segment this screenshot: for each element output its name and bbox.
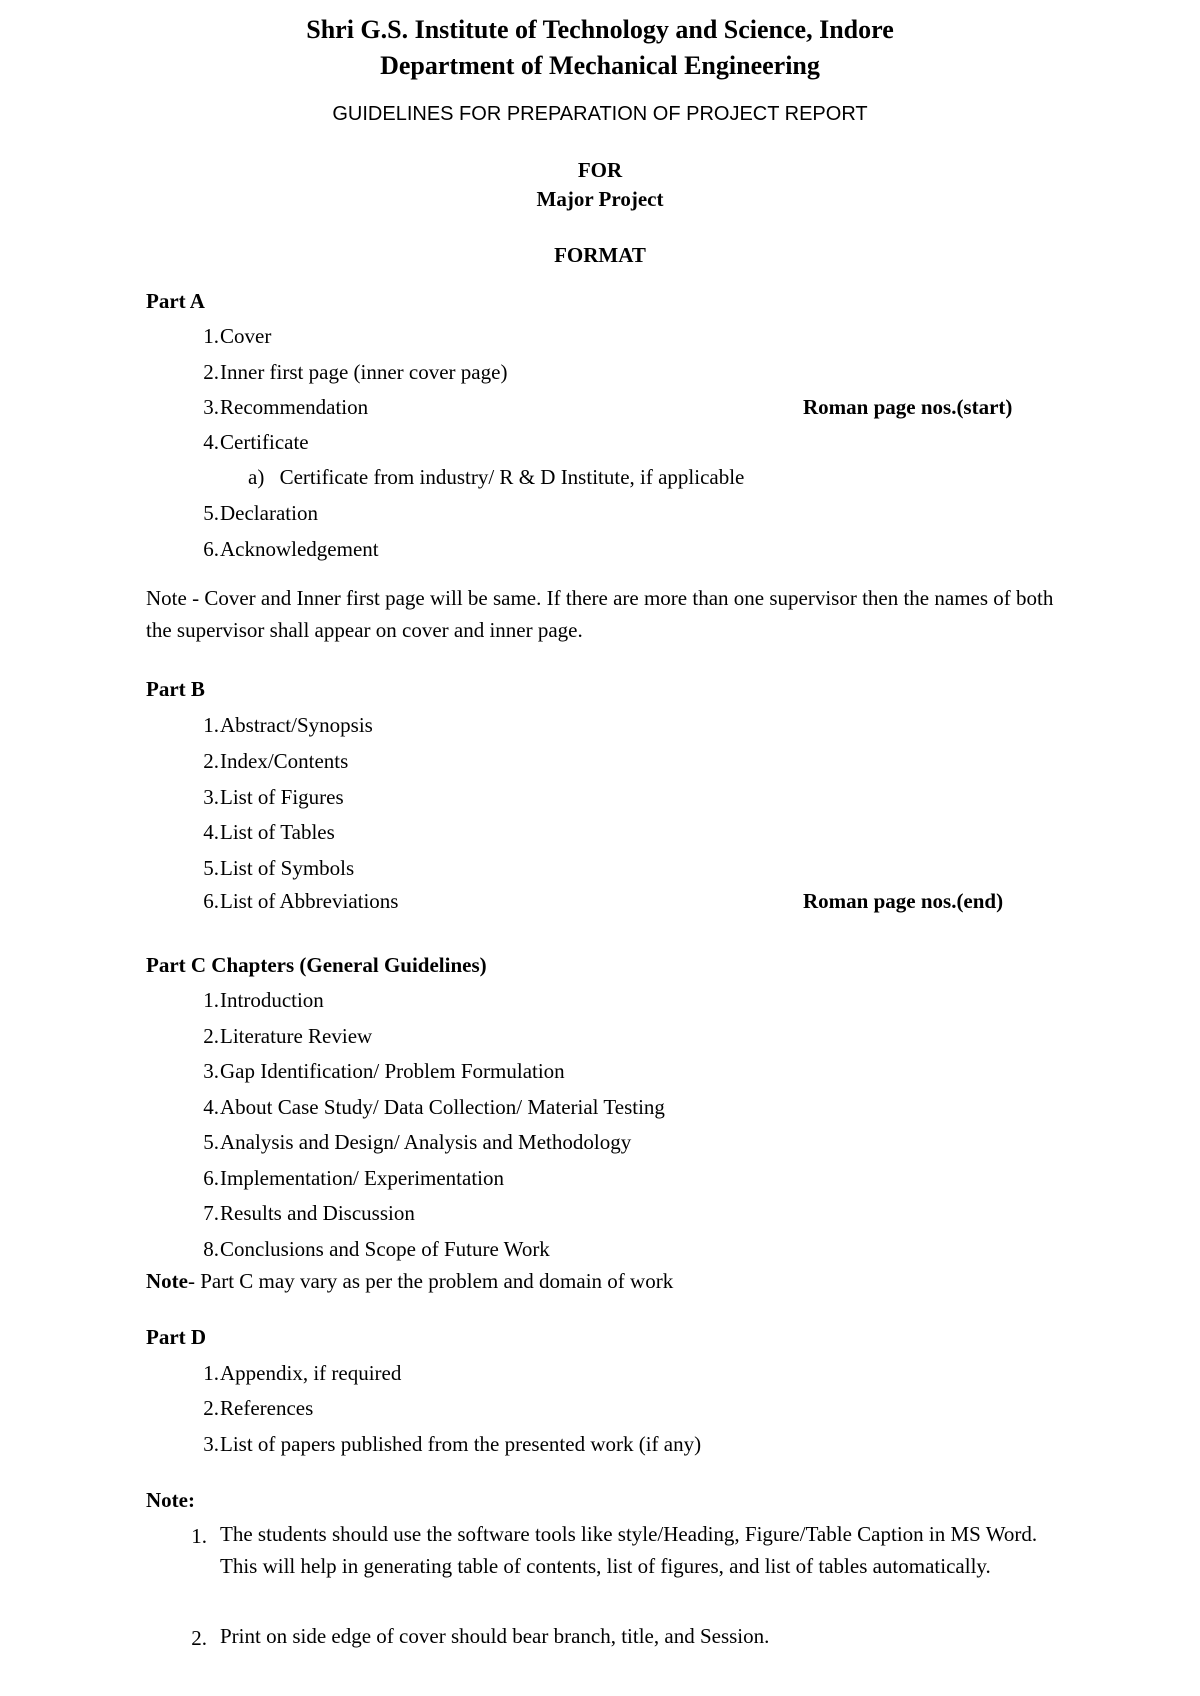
list-item — [175, 1201, 415, 1226]
format-label: FORMAT — [554, 243, 646, 267]
item-number: 3. — [203, 785, 219, 809]
list-item — [175, 1166, 505, 1191]
item-number: 1. — [203, 713, 219, 737]
part-c-heading: Part C Chapters (General Guidelines) — [146, 953, 487, 977]
note-text: Print on side edge of cover should bear branch, title, and Session. — [220, 1624, 770, 1648]
item-number: 3. — [203, 395, 219, 419]
item-number: 8. — [203, 1237, 219, 1261]
item-number: 2. — [203, 1396, 219, 1420]
item-number: 3. — [203, 1059, 219, 1083]
list-item — [175, 713, 373, 738]
item-number: 4. — [203, 430, 219, 454]
part-c-note-label: Note — [146, 1269, 188, 1293]
list-item — [175, 1237, 550, 1262]
item-text: Recommendation — [220, 395, 369, 419]
item-text: List of Tables — [220, 820, 335, 844]
department-name: Department of Mechanical Engineering — [380, 51, 820, 80]
item-number: 1. — [203, 1361, 219, 1385]
part-c-note — [146, 1269, 673, 1294]
item-number: 7. — [203, 1201, 219, 1225]
list-item — [175, 395, 369, 420]
list-item — [175, 324, 272, 349]
sub-item-text: Certificate from industry/ R & D Institute, if applicable — [279, 465, 745, 489]
note-text: The students should use the software tools like style/Heading, Figure/Table Caption in MS Word. This will help in generating table of contents, list of figures, and list of tables automatically. — [220, 1522, 1038, 1578]
item-text: Inner first page (inner cover page) — [220, 360, 508, 384]
item-number: 6. — [203, 537, 219, 561]
item-text: Certificate — [220, 430, 309, 454]
list-item — [175, 537, 379, 562]
item-text: Introduction — [220, 988, 324, 1012]
item-text: Index/Contents — [220, 749, 349, 773]
item-text: Declaration — [220, 501, 318, 525]
list-item — [175, 988, 324, 1013]
note-number: 2. — [191, 1626, 207, 1650]
list-item — [175, 749, 349, 774]
list-item — [175, 1024, 373, 1049]
item-number: 2. — [203, 749, 219, 773]
note-number: 1. — [191, 1524, 207, 1548]
item-text: References — [220, 1396, 314, 1420]
item-text: List of Symbols — [220, 856, 355, 880]
item-text: Analysis and Design/ Analysis and Methodology — [220, 1130, 632, 1154]
for-label: FOR — [577, 158, 623, 182]
list-item — [175, 1059, 565, 1084]
roman-end-label: Roman page nos.(end) — [803, 889, 1004, 913]
item-number: 1. — [203, 988, 219, 1012]
item-number: 5. — [203, 1130, 219, 1154]
sub-list-item — [248, 465, 744, 490]
item-number: 6. — [203, 1166, 219, 1190]
item-number: 2. — [203, 360, 219, 384]
list-item — [175, 785, 344, 810]
sub-item-number: a) — [248, 465, 265, 489]
item-text: Appendix, if required — [220, 1361, 402, 1385]
list-item — [175, 360, 508, 385]
item-text: Conclusions and Scope of Future Work — [220, 1237, 550, 1261]
item-text: Implementation/ Experimentation — [220, 1166, 505, 1190]
list-item — [175, 820, 335, 845]
item-number: 6. — [203, 889, 219, 913]
part-a-note: Note - Cover and Inner first page will be same. If there are more than one supervisor then the names of both the supervisor shall appear on cover and inner page. — [146, 586, 1054, 642]
list-item — [175, 1432, 702, 1457]
item-number: 2. — [203, 1024, 219, 1048]
list-item — [175, 889, 399, 914]
list-item — [175, 856, 355, 881]
part-d-heading: Part D — [146, 1325, 207, 1349]
item-number: 4. — [203, 1095, 219, 1119]
roman-start-label: Roman page nos.(start) — [803, 395, 1013, 419]
list-item — [175, 1396, 314, 1421]
item-text: Literature Review — [220, 1024, 373, 1048]
institute-name: Shri G.S. Institute of Technology and Science, Indore — [306, 15, 894, 44]
part-a-heading: Part A — [146, 289, 205, 313]
list-item — [175, 1095, 665, 1120]
list-item — [175, 1130, 632, 1155]
item-text: List of papers published from the presented work (if any) — [220, 1432, 702, 1456]
item-text: Gap Identification/ Problem Formulation — [220, 1059, 565, 1083]
item-number: 3. — [203, 1432, 219, 1456]
item-number: 1. — [203, 324, 219, 348]
part-c-note-text: - Part C may vary as per the problem and domain of work — [187, 1269, 674, 1293]
item-number: 4. — [203, 820, 219, 844]
item-text: Results and Discussion — [220, 1201, 415, 1225]
item-text: List of Figures — [220, 785, 344, 809]
item-text: About Case Study/ Data Collection/ Material Testing — [220, 1095, 665, 1119]
list-item — [175, 1361, 402, 1386]
item-text: Cover — [220, 324, 272, 348]
item-text: Abstract/Synopsis — [220, 713, 373, 737]
list-item — [175, 430, 309, 455]
project-type: Major Project — [536, 187, 664, 211]
list-item — [175, 501, 318, 526]
notes-heading: Note: — [146, 1488, 195, 1512]
guidelines-title: GUIDELINES FOR PREPARATION OF PROJECT REPORT — [332, 103, 868, 125]
item-text: List of Abbreviations — [220, 889, 399, 913]
item-number: 5. — [203, 856, 219, 880]
part-b-heading: Part B — [146, 677, 205, 701]
item-number: 5. — [203, 501, 219, 525]
item-text: Acknowledgement — [220, 537, 379, 561]
